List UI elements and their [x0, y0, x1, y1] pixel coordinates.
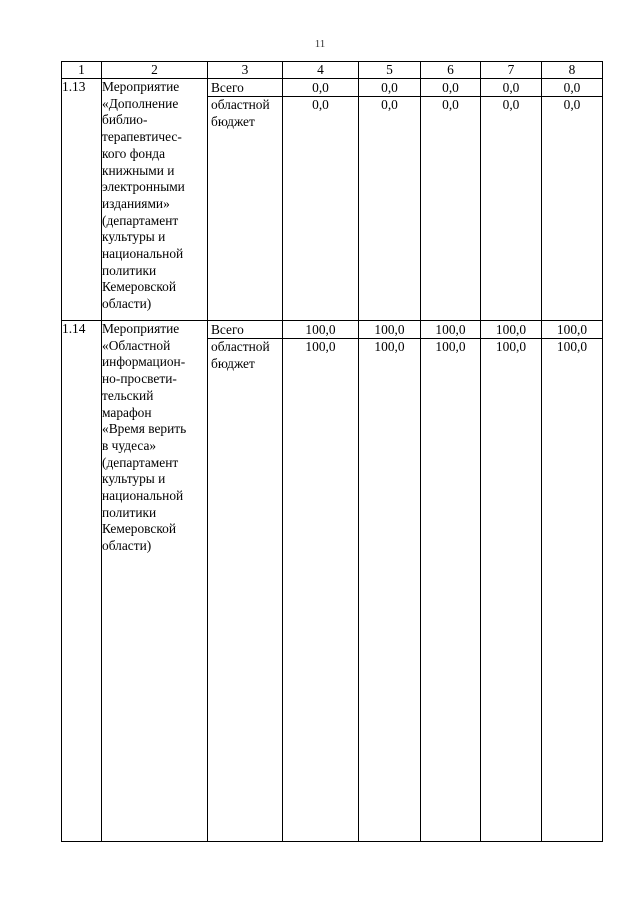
total-value: 100,0 — [283, 321, 358, 339]
total-value: 100,0 — [421, 321, 480, 339]
header-cell-8: 8 — [542, 62, 603, 79]
activity-name-line: «Время верить — [102, 421, 187, 437]
activity-name-line: Кемеровской — [102, 279, 177, 295]
value-col-7 — [481, 321, 542, 842]
value-col-4 — [283, 321, 359, 842]
budget-value: 0,0 — [442, 97, 459, 112]
budget-value: 100,0 — [305, 339, 336, 354]
activity-name-line: Кемеровской — [102, 521, 177, 537]
value-col-5 — [359, 321, 421, 842]
activity-name-line: книжными и — [102, 162, 175, 178]
row-number: 1.14 — [62, 321, 102, 842]
activity-name-line: политики — [102, 504, 157, 520]
source-budget-line: бюджет — [211, 113, 255, 129]
source-budget — [208, 97, 282, 130]
header-row — [62, 62, 603, 79]
activity-name-line: (департамент — [102, 454, 179, 470]
header-cell-6: 6 — [421, 62, 481, 79]
activity-name-line: национальной — [102, 246, 184, 262]
value-col-8 — [542, 321, 603, 842]
activity-name-line: культуры и — [102, 229, 166, 245]
activity-name-line: информацион- — [102, 354, 186, 370]
activity-name-line: (департамент — [102, 212, 179, 228]
total-value: 100,0 — [542, 321, 602, 339]
budget-value: 100,0 — [556, 339, 588, 354]
source-total: Всего — [208, 79, 282, 97]
total-value: 0,0 — [359, 79, 420, 97]
total-value: 100,0 — [481, 321, 541, 339]
header-cell-1: 1 — [62, 62, 102, 79]
activity-name-line: «Областной — [102, 337, 171, 353]
total-value: 0,0 — [542, 79, 602, 97]
activity-name-line: культуры и — [102, 471, 166, 487]
activity-name-line: библио- — [102, 112, 148, 128]
header-cell-2: 2 — [102, 62, 208, 79]
activity-name-line: тельский — [102, 387, 154, 403]
activity-name-line: но-просвети- — [102, 371, 177, 387]
value-col-5 — [359, 79, 421, 321]
table-row — [62, 79, 603, 321]
total-value: 0,0 — [481, 79, 541, 97]
activity-name-line: кого фонда — [102, 145, 166, 161]
activity-name-line: Мероприятие — [102, 321, 180, 336]
header-cell-7: 7 — [481, 62, 542, 79]
activity-name-line: «Дополнение — [102, 95, 179, 111]
value-col-4 — [283, 79, 359, 321]
funding-source — [208, 321, 283, 842]
budget-value: 0,0 — [563, 97, 581, 112]
header-cell-4: 4 — [283, 62, 359, 79]
program-table — [61, 61, 603, 842]
header-cell-3: 3 — [208, 62, 283, 79]
source-budget-line: областной — [211, 339, 270, 354]
table-row — [62, 321, 603, 842]
activity-name-line: области) — [102, 538, 152, 554]
funding-source — [208, 79, 283, 321]
value-col-6 — [421, 321, 481, 842]
value-col-6 — [421, 79, 481, 321]
activity-name-line: марафон — [102, 404, 152, 420]
budget-value: 100,0 — [495, 339, 527, 354]
source-budget-line: бюджет — [211, 355, 255, 371]
activity-name-line: Мероприятие — [102, 79, 180, 94]
budget-value: 0,0 — [381, 97, 398, 112]
total-value: 0,0 — [421, 79, 480, 97]
activity-name — [102, 79, 208, 321]
value-col-8 — [542, 79, 603, 321]
activity-name-line: электронными — [102, 179, 185, 195]
budget-value: 100,0 — [374, 339, 405, 354]
activity-name-line: политики — [102, 262, 157, 278]
total-value: 100,0 — [359, 321, 420, 339]
activity-name-line: области) — [102, 296, 152, 312]
budget-value: 0,0 — [312, 97, 329, 112]
header-cell-5: 5 — [359, 62, 421, 79]
source-total: Всего — [208, 321, 282, 339]
activity-name-line: терапевтичес- — [102, 129, 182, 145]
activity-name-line: изданиями» — [102, 195, 170, 211]
activity-name-line: в чудеса» — [102, 437, 157, 453]
total-value: 0,0 — [283, 79, 358, 97]
source-budget-line: областной — [211, 97, 270, 112]
page-number: 11 — [314, 38, 326, 50]
budget-value: 0,0 — [502, 97, 520, 112]
activity-name-line: национальной — [102, 488, 184, 504]
row-number: 1.13 — [62, 79, 102, 321]
value-col-7 — [481, 79, 542, 321]
source-budget — [208, 339, 282, 372]
activity-name — [102, 321, 208, 842]
budget-value: 100,0 — [435, 339, 466, 354]
